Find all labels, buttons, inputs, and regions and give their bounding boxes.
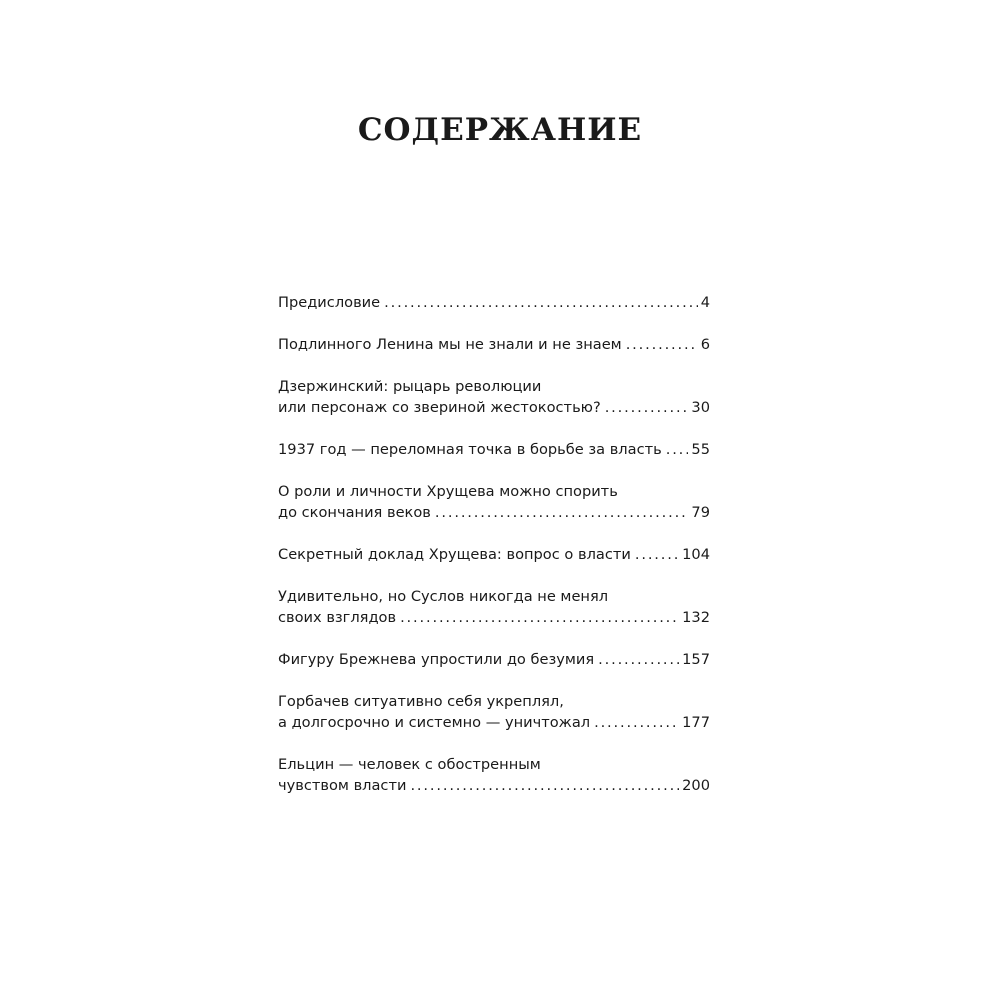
dot-leader xyxy=(626,334,698,355)
toc-entry xyxy=(278,754,710,796)
page-title: СОДЕРЖАНИЕ xyxy=(357,112,643,148)
dot-leader xyxy=(666,439,689,460)
toc-entry-line xyxy=(278,607,710,628)
toc-entry-title: Ельцин — человек с обостренным xyxy=(278,756,541,773)
dot-leader xyxy=(384,292,698,313)
toc-entry-line xyxy=(278,292,710,313)
toc-entry xyxy=(278,334,710,355)
toc-entry-line xyxy=(278,397,710,418)
toc-entry-title-cont: чувством власти xyxy=(278,777,407,794)
toc-entry-title: 1937 год — переломная точка в борьбе за власть xyxy=(278,441,662,458)
toc-page-number: 30 xyxy=(691,399,710,416)
toc-entry-title: Фигуру Брежнева упростили до безумия xyxy=(278,651,595,668)
toc-entry-line xyxy=(278,334,710,355)
dot-leader xyxy=(435,502,689,523)
dot-leader xyxy=(410,775,679,796)
toc-entry xyxy=(278,586,710,628)
dot-leader xyxy=(400,607,679,628)
toc-entry-title: О роли и личности Хрущева можно спорить xyxy=(278,483,618,500)
toc-entry xyxy=(278,691,710,733)
toc-entry xyxy=(278,649,710,670)
dot-leader xyxy=(635,544,679,565)
toc-entry xyxy=(278,376,710,418)
toc-entry-title-cont: своих взглядов xyxy=(278,609,397,626)
toc-entry-title-cont: а долгосрочно и системно — уничтожал xyxy=(278,714,591,731)
toc-entry-title: Секретный доклад Хрущева: вопрос о власти xyxy=(278,546,631,563)
toc-entry xyxy=(278,439,710,460)
toc-page-number: 4 xyxy=(700,294,710,311)
toc-entry xyxy=(278,481,710,523)
toc-page-number: 200 xyxy=(682,777,710,794)
dot-leader xyxy=(598,649,679,670)
toc-entry-title-cont: до скончания веков xyxy=(278,504,431,521)
toc-entry-line xyxy=(278,649,710,670)
toc-entry-line xyxy=(278,775,710,796)
toc-entry-title-cont: или персонаж со звериной жестокостью? xyxy=(278,399,601,416)
toc-entry-line xyxy=(278,439,710,460)
toc-page-number: 79 xyxy=(691,504,710,521)
toc-entry-line xyxy=(278,544,710,565)
toc-entry-title: Предисловие xyxy=(278,294,381,311)
toc-entry-title: Дзержинский: рыцарь революции xyxy=(278,378,542,395)
table-of-contents xyxy=(278,292,710,817)
toc-entry-title: Удивительно, но Суслов никогда не менял xyxy=(278,588,609,605)
toc-entry-line xyxy=(278,502,710,523)
toc-page-number: 55 xyxy=(691,441,710,458)
toc-entry-title: Подлинного Ленина мы не знали и не знаем xyxy=(278,336,622,353)
toc-page-number: 157 xyxy=(682,651,710,668)
toc-page-number: 132 xyxy=(682,609,710,626)
toc-entry xyxy=(278,544,710,565)
dot-leader xyxy=(605,397,689,418)
toc-page-number: 177 xyxy=(682,714,710,731)
dot-leader xyxy=(594,712,679,733)
toc-entry-title: Горбачев ситуативно себя укреплял, xyxy=(278,693,564,710)
toc-entry-line xyxy=(278,712,710,733)
toc-page-number: 6 xyxy=(700,336,710,353)
toc-entry xyxy=(278,292,710,313)
toc-page-number: 104 xyxy=(682,546,710,563)
